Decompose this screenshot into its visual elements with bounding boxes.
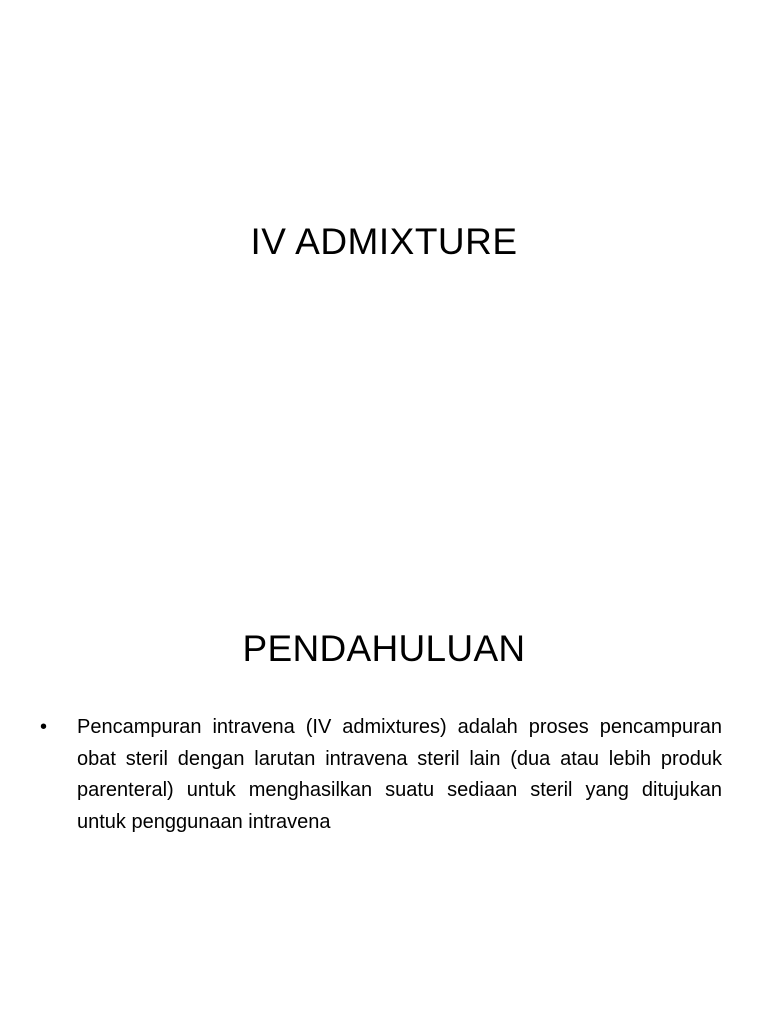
bullet-text: Pencampuran intravena (IV admixtures) adalah proses pencampuran obat steril dengan larutan intravena steril lain (dua atau lebih produk parenteral) untuk menghasilkan suatu sediaan steril yang ditujukan untuk penggunaan intravena bbox=[77, 716, 722, 833]
section-heading: PENDAHULUAN bbox=[242, 628, 526, 669]
bullet-icon: • bbox=[40, 716, 48, 738]
bullet-item bbox=[40, 712, 722, 838]
slide-title-heading: IV ADMIXTURE bbox=[250, 221, 518, 262]
bullet-list bbox=[40, 712, 722, 838]
slide-introduction bbox=[0, 512, 768, 1024]
